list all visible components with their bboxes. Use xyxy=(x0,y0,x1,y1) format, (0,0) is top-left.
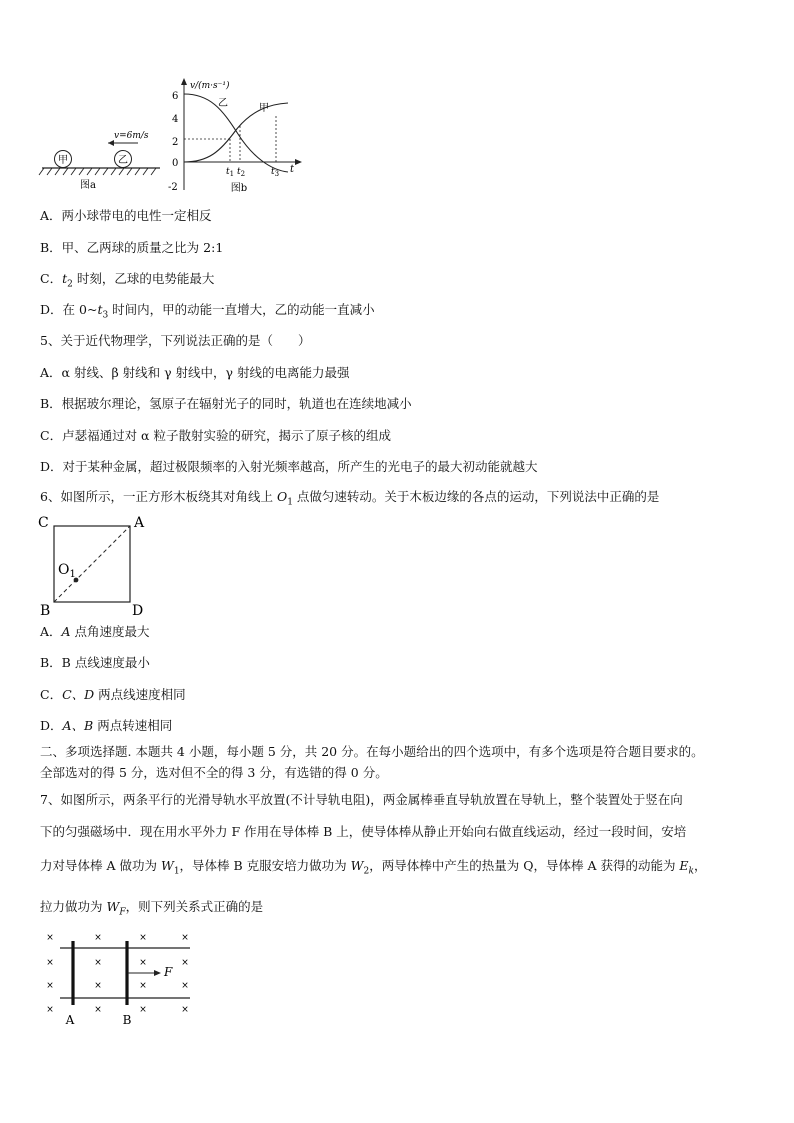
velocity-label: v=6m/s xyxy=(114,131,149,141)
rod-a-label: A xyxy=(65,1013,75,1027)
y-tick-label: -2 xyxy=(168,182,178,193)
corner-label-c: C xyxy=(38,515,49,531)
q6-option-c: C．C、D 两点线速度相同 xyxy=(40,687,186,702)
figure-a-caption: 图a xyxy=(80,180,96,191)
force-label: F xyxy=(164,965,173,979)
curve-yi-label: 乙 xyxy=(218,98,228,109)
field-cross: × xyxy=(139,933,147,943)
q7-stem-line1: 7、如图所示，两条平行的光滑导轨水平放置(不计导轨电阻)，两金属棒垂直导轨放置在导轨上，整个装置处于竖在向 xyxy=(40,792,683,807)
pivot-label: $O_1$ xyxy=(58,562,76,580)
q4-option-b: B．甲、乙两球的质量之比为 2:1 xyxy=(40,240,224,255)
q6-option-d: D．A、B 两点转速相同 xyxy=(40,718,173,733)
ball-yi-label: 乙 xyxy=(118,155,128,166)
q4-option-c: C．$t_2$ 时刻，乙球的电势能最大 xyxy=(40,271,215,290)
field-cross: × xyxy=(94,958,102,968)
y-tick-label: 0 xyxy=(172,158,179,169)
field-cross: × xyxy=(181,1005,189,1015)
figure-b xyxy=(160,74,310,196)
field-cross: × xyxy=(46,981,54,991)
y-tick-label: 6 xyxy=(172,91,179,102)
y-tick-label: 4 xyxy=(172,114,179,125)
q5-stem: 5、关于近代物理学，下列说法正确的是（ ） xyxy=(40,333,311,348)
field-cross: × xyxy=(181,958,189,968)
t2-label: $t_2$ xyxy=(237,167,246,178)
corner-label-b: B xyxy=(40,603,51,616)
curve-jia-label: 甲 xyxy=(259,103,269,114)
field-cross: × xyxy=(94,1005,102,1015)
field-cross: × xyxy=(94,981,102,991)
q4-option-a: A．两小球带电的电性一定相反 xyxy=(40,208,212,223)
section2-heading-line2: 全部选对的得 5 分，选对但不全的得 3 分，有选错的得 0 分。 xyxy=(40,765,388,780)
field-cross: × xyxy=(46,933,54,943)
q6-option-a: A．A 点角速度最大 xyxy=(40,624,150,639)
figure-b-caption: 图b xyxy=(230,183,248,194)
corner-label-a: A xyxy=(134,515,145,531)
corner-label-d: D xyxy=(132,603,144,616)
q7-stem-line4: 拉力做功为 $W_F$，则下列关系式正确的是 xyxy=(40,899,264,918)
ball-jia-label: 甲 xyxy=(58,155,68,166)
q5-option-c: C．卢瑟福通过对 α 粒子散射实验的研究，揭示了原子核的组成 xyxy=(40,428,391,443)
q7-stem-line3: 力对导体棒 A 做功为 $W_1$，导体棒 B 克服安培力做功为 $W_2$，两导体棒中产生的热量为 Q，导体棒 A 获得的动能为 $E_k$， xyxy=(40,858,707,877)
q5-option-b: B．根据玻尔理论，氢原子在辐射光子的同时，轨道也在连续地减小 xyxy=(40,396,412,411)
q5-option-a: A．α 射线、β 射线和 γ 射线中，γ 射线的电离能力最强 xyxy=(40,365,350,380)
q4-option-d: D．在 $0\sim t_3$ 时间内，甲的动能一直增大，乙的动能一直减小 xyxy=(40,302,375,321)
field-cross: × xyxy=(139,1005,147,1015)
q5-option-d: D．对于某种金属，超过极限频率的入射光频率越高，所产生的光电子的最大初动能就越大 xyxy=(40,459,538,474)
field-cross: × xyxy=(94,933,102,943)
t1-label: $t_1$ xyxy=(226,167,235,178)
field-cross: × xyxy=(181,933,189,943)
field-cross: × xyxy=(139,981,147,991)
square-board-figure xyxy=(36,512,156,616)
field-cross: × xyxy=(139,958,147,968)
t3-label: $t_3$ xyxy=(271,167,280,178)
q6-option-b: B．B 点线速度最小 xyxy=(40,655,150,670)
rod-b-label: B xyxy=(122,1013,132,1027)
axis-x-label: t xyxy=(290,164,295,175)
y-tick-label: 2 xyxy=(172,137,179,148)
field-cross: × xyxy=(46,958,54,968)
q6-stem: 6、如图所示，一正方形木板绕其对角线上 $O_1$ 点做匀速转动。关于木板边缘的各点的运动，下列说法中正确的是 xyxy=(40,489,660,508)
field-cross: × xyxy=(181,981,189,991)
axis-y-label: v/(m·s⁻¹) xyxy=(190,81,230,91)
section2-heading-line1: 二、多项选择题. 本题共 4 小题，每小题 5 分，共 20 分。在每小题给出的四个选项中，有多个选项是符合题目要求的。 xyxy=(40,744,704,759)
q7-stem-line2: 下的匀强磁场中．现在用水平外力 F 作用在导体棒 B 上，使导体棒从静止开始向右做直线运动，经过一段时间，安培 xyxy=(40,824,687,839)
rail-magnetic-field-figure xyxy=(40,928,200,1028)
figure-a xyxy=(38,122,168,194)
curve-jia xyxy=(184,103,288,162)
field-cross: × xyxy=(46,1005,54,1015)
